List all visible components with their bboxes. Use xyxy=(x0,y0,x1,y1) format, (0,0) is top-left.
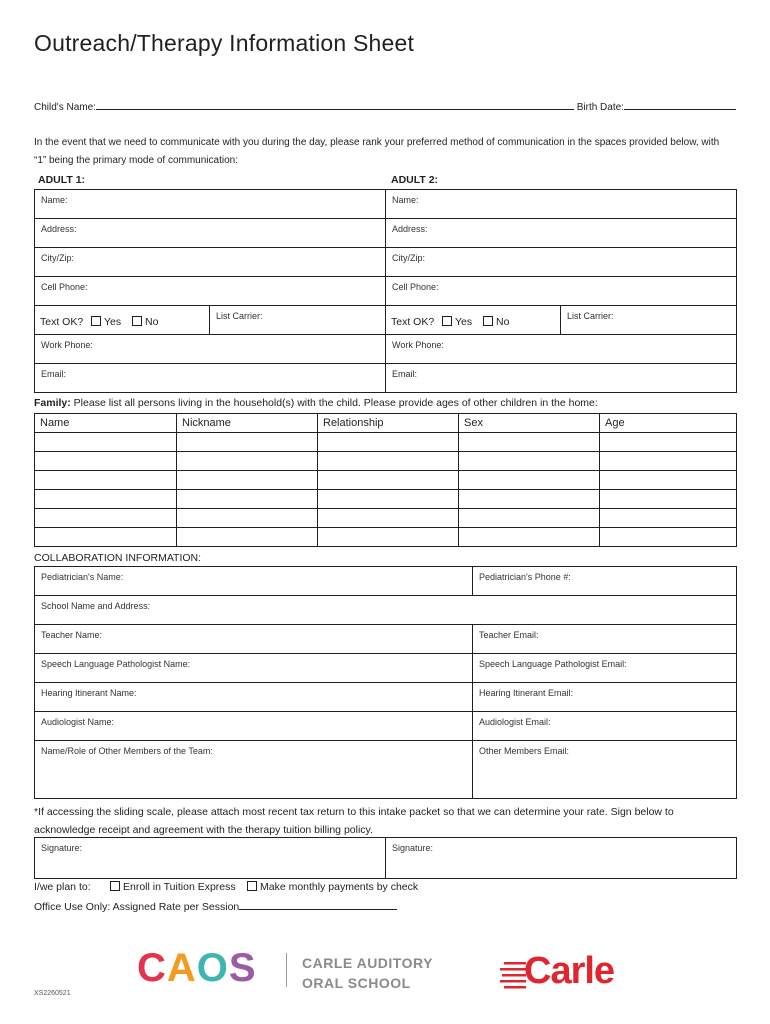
adult2-cityzip-label: City/Zip: xyxy=(392,253,426,263)
carle-wordmark: Carle xyxy=(524,950,615,992)
table-row[interactable] xyxy=(35,490,737,509)
table-cell[interactable] xyxy=(177,433,318,452)
checkbox-icon[interactable] xyxy=(132,316,142,326)
table-cell[interactable] xyxy=(35,528,177,547)
table-cell[interactable] xyxy=(600,490,737,509)
school-field[interactable] xyxy=(34,595,737,625)
school-label: School Name and Address: xyxy=(41,601,151,611)
table-cell[interactable] xyxy=(35,433,177,452)
sliding-scale-note: *If accessing the sliding scale, please attach most recent tax return to this intake packet so that we can determine your rate. Sign below to acknowledge receipt and agreement with the therapy tuition billing policy. xyxy=(34,806,674,836)
caos-letter-c: C xyxy=(137,946,167,990)
table-cell[interactable] xyxy=(318,528,459,547)
adult1-no-option[interactable] xyxy=(132,316,158,328)
plan-option2-label: Make monthly payments by check xyxy=(260,881,419,893)
table-cell[interactable] xyxy=(177,509,318,528)
table-cell[interactable] xyxy=(318,490,459,509)
assigned-rate-field[interactable] xyxy=(239,899,397,910)
audiologist-email-label: Audiologist Email: xyxy=(479,717,551,727)
pediatrician-name-field[interactable] xyxy=(34,566,473,596)
caos-logo xyxy=(137,946,257,991)
adult2-cell-label: Cell Phone: xyxy=(392,282,439,292)
adult1-no-label: No xyxy=(145,316,159,328)
checkbox-icon[interactable] xyxy=(110,881,120,891)
slp-email-label: Speech Language Pathologist Email: xyxy=(479,659,627,669)
adult2-yes-option[interactable] xyxy=(442,316,472,328)
plan-option-tuition-express[interactable] xyxy=(110,881,236,893)
adult2-name-field[interactable] xyxy=(385,189,737,219)
checkbox-icon[interactable] xyxy=(442,316,452,326)
school-name-line2: ORAL SCHOOL xyxy=(302,975,411,991)
adult2-cell-field[interactable] xyxy=(385,276,737,306)
adult1-cell-field[interactable] xyxy=(34,276,386,306)
slp-name-label: Speech Language Pathologist Name: xyxy=(41,659,191,669)
table-cell[interactable] xyxy=(318,509,459,528)
table-cell[interactable] xyxy=(600,528,737,547)
adult1-name-field[interactable] xyxy=(34,189,386,219)
adult1-address-label: Address: xyxy=(41,224,77,234)
table-cell[interactable] xyxy=(459,471,600,490)
adult2-text-ok-label: Text OK? xyxy=(391,316,435,328)
checkbox-icon[interactable] xyxy=(247,881,257,891)
table-cell[interactable] xyxy=(177,452,318,471)
adult1-cell-label: Cell Phone: xyxy=(41,282,88,292)
collab-heading: COLLABORATION INFORMATION: xyxy=(34,552,202,564)
school-name xyxy=(302,953,433,993)
school-name-line1: CARLE AUDITORY xyxy=(302,955,433,971)
slp-name-field[interactable] xyxy=(34,653,473,683)
birth-date-label: Birth Date: xyxy=(576,102,624,113)
audiologist-email-field[interactable] xyxy=(472,711,737,741)
office-use-label: Office Use Only: Assigned Rate per Session xyxy=(34,901,240,913)
signature1-label: Signature: xyxy=(41,843,83,853)
adult2-heading: ADULT 2: xyxy=(391,174,439,186)
table-cell[interactable] xyxy=(35,509,177,528)
adult1-address-field[interactable] xyxy=(34,218,386,248)
caos-letter-s: S xyxy=(228,946,257,990)
adult1-name-label: Name: xyxy=(41,195,68,205)
table-cell[interactable] xyxy=(600,509,737,528)
teacher-email-field[interactable] xyxy=(472,624,737,654)
table-cell[interactable] xyxy=(600,471,737,490)
doc-code: XS2260521 xyxy=(34,990,71,997)
adult1-carrier-field[interactable] xyxy=(209,305,386,335)
adult1-work-field[interactable] xyxy=(34,334,386,364)
table-cell[interactable] xyxy=(459,433,600,452)
adult2-address-label: Address: xyxy=(392,224,428,234)
adult2-email-field[interactable] xyxy=(385,363,737,393)
child-info-line xyxy=(34,99,739,113)
adult2-carrier-label: List Carrier: xyxy=(567,311,614,321)
intro-text: In the event that we need to communicate with you during the day, please rank your preferred method of communication in the spaces provided below, with “1” being the primary mode of communication: xyxy=(34,137,720,166)
pediatrician-phone-field[interactable] xyxy=(472,566,737,596)
office-use-line xyxy=(34,899,397,913)
hearing-itinerant-email-field[interactable] xyxy=(472,682,737,712)
table-cell[interactable] xyxy=(177,490,318,509)
family-label-bold: Family: xyxy=(34,397,71,409)
slp-email-field[interactable] xyxy=(472,653,737,683)
caos-letter-o: O xyxy=(196,946,229,990)
signature1-field[interactable] xyxy=(34,837,386,879)
other-members-name-field[interactable] xyxy=(34,740,473,799)
adult2-address-field[interactable] xyxy=(385,218,737,248)
signature2-label: Signature: xyxy=(392,843,434,853)
table-cell[interactable] xyxy=(318,471,459,490)
teacher-name-label: Teacher Name: xyxy=(41,630,103,640)
adult2-work-label: Work Phone: xyxy=(392,340,444,350)
plan-option1-label: Enroll in Tuition Express xyxy=(123,881,236,893)
table-cell[interactable] xyxy=(459,509,600,528)
other-members-email-label: Other Members Email: xyxy=(479,746,570,756)
table-cell[interactable] xyxy=(177,528,318,547)
family-table xyxy=(34,413,737,547)
adult2-email-label: Email: xyxy=(392,369,418,379)
adult2-carrier-field[interactable] xyxy=(560,305,737,335)
table-cell[interactable] xyxy=(459,452,600,471)
adult2-work-field[interactable] xyxy=(385,334,737,364)
table-cell[interactable] xyxy=(177,471,318,490)
table-row[interactable] xyxy=(35,528,737,547)
family-header-row xyxy=(35,414,737,433)
adult1-text-ok-row xyxy=(34,305,210,335)
adult1-email-label: Email: xyxy=(41,369,67,379)
adult2-no-label: No xyxy=(496,316,510,328)
pediatrician-name-label: Pediatrician's Name: xyxy=(41,572,124,582)
adult2-yes-label: Yes xyxy=(455,316,473,328)
table-row[interactable] xyxy=(35,471,737,490)
adult1-work-label: Work Phone: xyxy=(41,340,93,350)
adult1-carrier-label: List Carrier: xyxy=(216,311,263,321)
adult2-name-label: Name: xyxy=(392,195,419,205)
table-cell[interactable] xyxy=(600,433,737,452)
logo-divider xyxy=(286,953,287,987)
table-cell[interactable] xyxy=(459,528,600,547)
adult1-cityzip-label: City/Zip: xyxy=(41,253,75,263)
adult1-yes-option[interactable] xyxy=(91,316,121,328)
col-name: Name xyxy=(35,414,177,433)
col-nickname: Nickname xyxy=(177,414,318,433)
table-cell[interactable] xyxy=(459,490,600,509)
col-age: Age xyxy=(600,414,737,433)
table-cell[interactable] xyxy=(35,471,177,490)
other-members-email-field[interactable] xyxy=(472,740,737,799)
audiologist-name-label: Audiologist Name: xyxy=(41,717,115,727)
hearing-itinerant-name-field[interactable] xyxy=(34,682,473,712)
family-label-text: Please list all persons living in the household(s) with the child. Please provide ages of other children in the home: xyxy=(70,397,598,409)
other-members-name-label: Name/Role of Other Members of the Team: xyxy=(41,746,213,756)
table-cell[interactable] xyxy=(600,452,737,471)
child-name-field[interactable] xyxy=(96,99,574,110)
plan-option-monthly-check[interactable] xyxy=(247,881,418,893)
hearing-itinerant-name-label: Hearing Itinerant Name: xyxy=(41,688,137,698)
teacher-email-label: Teacher Email: xyxy=(479,630,539,640)
caos-letter-a: A xyxy=(166,946,197,990)
table-cell[interactable] xyxy=(35,452,177,471)
table-cell[interactable] xyxy=(35,490,177,509)
checkbox-icon[interactable] xyxy=(91,316,101,326)
plan-label: I/we plan to: xyxy=(34,881,91,893)
adult1-text-ok-label: Text OK? xyxy=(40,316,84,328)
adult1-email-field[interactable] xyxy=(34,363,386,393)
signature2-field[interactable] xyxy=(385,837,737,879)
adult1-cityzip-field[interactable] xyxy=(34,247,386,277)
table-cell[interactable] xyxy=(318,433,459,452)
child-name-label: Child's Name: xyxy=(34,102,96,113)
col-sex: Sex xyxy=(459,414,600,433)
page-title: Outreach/Therapy Information Sheet xyxy=(34,30,415,56)
table-row[interactable] xyxy=(35,509,737,528)
table-row[interactable] xyxy=(35,452,737,471)
birth-date-field[interactable] xyxy=(624,99,736,110)
adult2-no-option[interactable] xyxy=(483,316,509,328)
checkbox-icon[interactable] xyxy=(483,316,493,326)
adult2-cityzip-field[interactable] xyxy=(385,247,737,277)
audiologist-name-field[interactable] xyxy=(34,711,473,741)
adult1-yes-label: Yes xyxy=(104,316,122,328)
table-cell[interactable] xyxy=(318,452,459,471)
col-relationship: Relationship xyxy=(318,414,459,433)
teacher-name-field[interactable] xyxy=(34,624,473,654)
table-row[interactable] xyxy=(35,433,737,452)
pediatrician-phone-label: Pediatrician's Phone #: xyxy=(479,572,571,582)
adult1-heading: ADULT 1: xyxy=(38,174,86,186)
family-label xyxy=(34,397,598,409)
adult2-text-ok-row xyxy=(385,305,561,335)
hearing-itinerant-email-label: Hearing Itinerant Email: xyxy=(479,688,574,698)
